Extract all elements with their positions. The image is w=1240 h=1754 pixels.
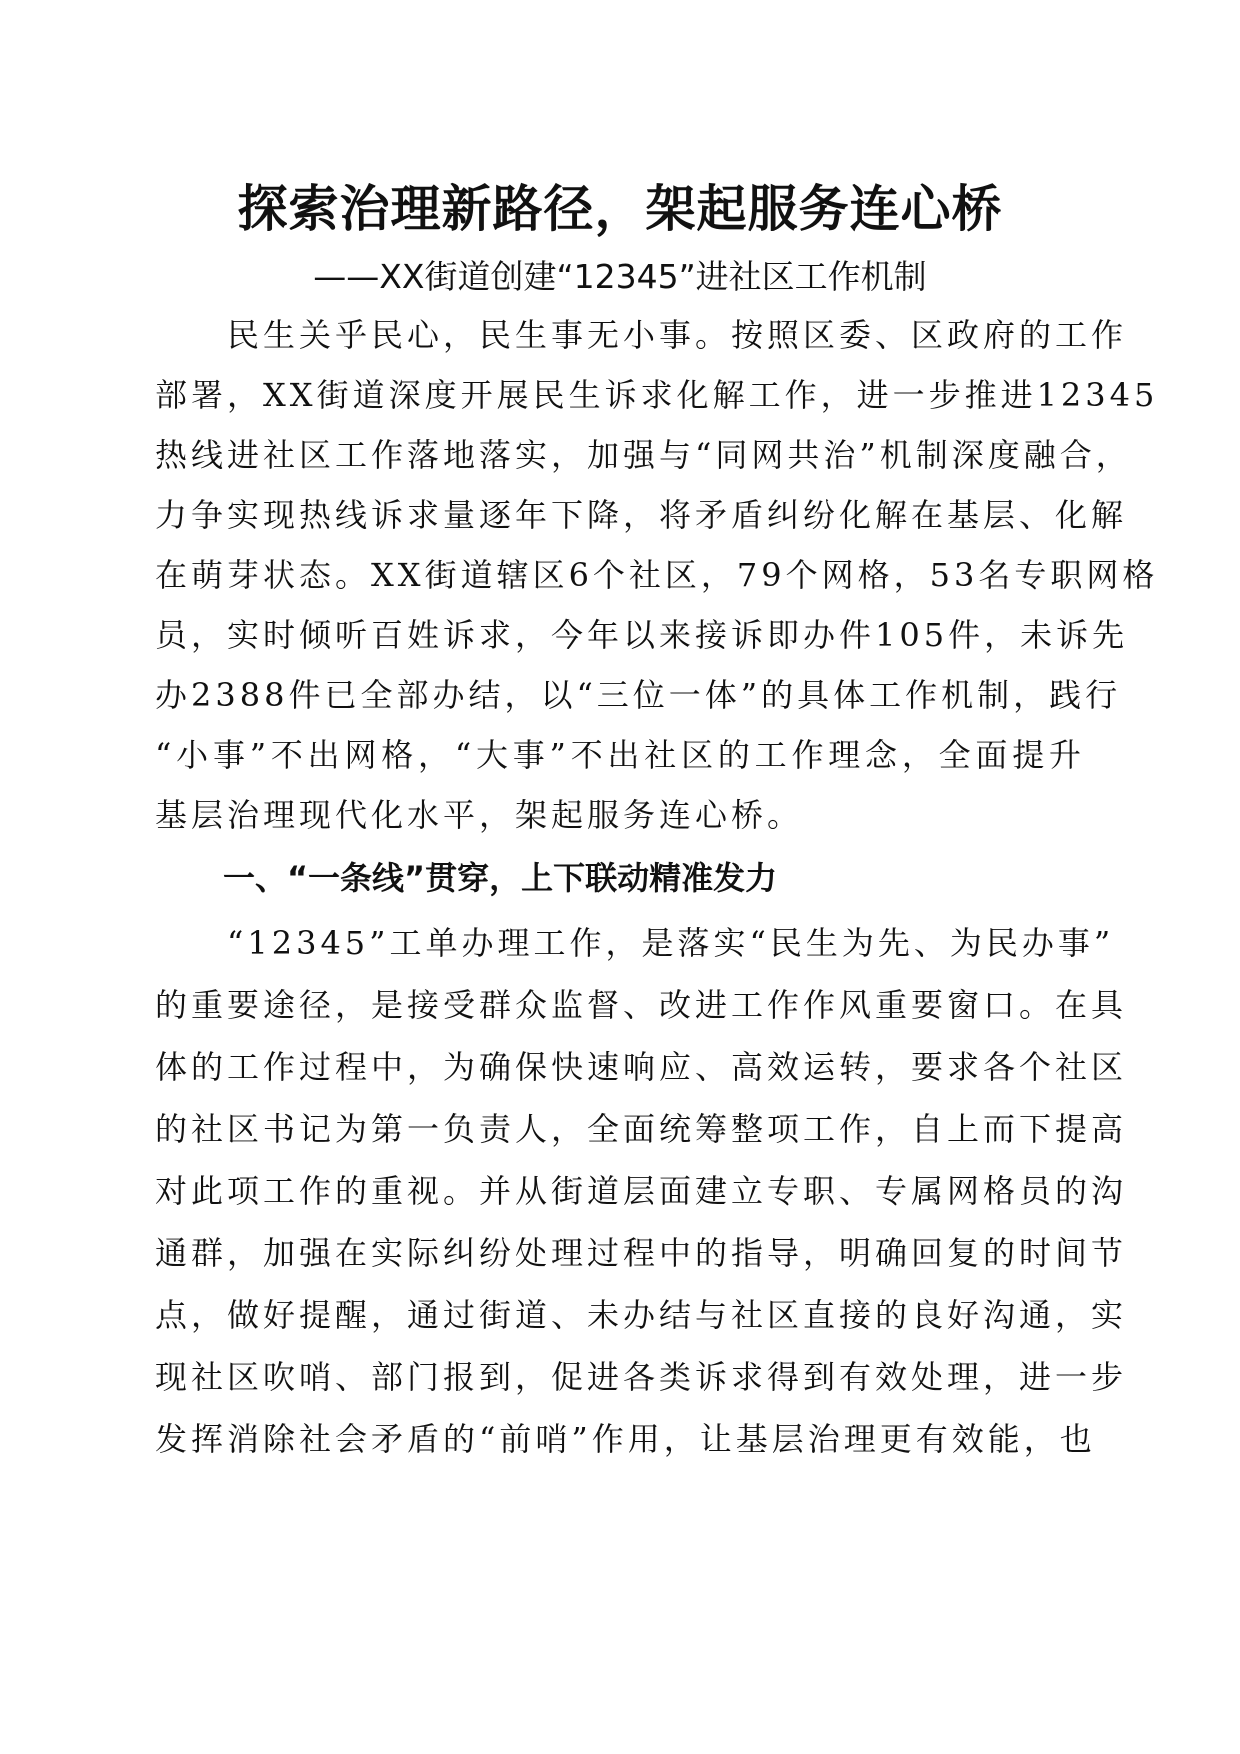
paragraph-2-line: “12345”工单办理工作，是落实“民生为先、为民办事” [155, 924, 1115, 962]
document-title: 探索治理新路径，架起服务连心桥 [237, 179, 1003, 238]
paragraph-1-line: 民生关乎民心，民生事无小事。按照区委、区政府的工作 [155, 316, 1128, 354]
document-subtitle: ——XX街道创建“12345”进社区工作机制 [313, 257, 927, 296]
paragraph-2-line: 点，做好提醒，通过街道、未办结与社区直接的良好沟通，实 [155, 1296, 1128, 1334]
paragraph-2-line: 的重要途径，是接受群众监督、改进工作作风重要窗口。在具 [155, 986, 1128, 1024]
paragraph-1-line: 办2388件已全部办结，以“三位一体”的具体工作机制，践行 [155, 676, 1122, 714]
paragraph-2-line: 体的工作过程中，为确保快速响应、高效运转，要求各个社区 [155, 1048, 1128, 1086]
paragraph-1-line: 部署，XX街道深度开展民生诉求化解工作，进一步推进12345 [155, 376, 1159, 414]
paragraph-1-line: 基层治理现代化水平，架起服务连心桥。 [155, 796, 804, 834]
paragraph-2-line: 对此项工作的重视。并从街道层面建立专职、专属网格员的沟 [155, 1172, 1128, 1210]
paragraph-1-line: 热线进社区工作落地落实，加强与“同网共治”机制深度融合， [155, 436, 1132, 474]
paragraph-1-line: 在萌芽状态。XX街道辖区6个社区，79个网格，53名专职网格 [155, 556, 1159, 594]
paragraph-2-line: 通群，加强在实际纠纷处理过程中的指导，明确回复的时间节 [155, 1234, 1128, 1272]
paragraph-1-line: 力争实现热线诉求量逐年下降，将矛盾纠纷化解在基层、化解 [155, 496, 1128, 534]
paragraph-2-line: 的社区书记为第一负责人，全面统筹整项工作，自上而下提高 [155, 1110, 1128, 1148]
section-1-heading: 一、“一条线”贯穿，上下联动精准发力 [223, 859, 778, 897]
paragraph-2-line: 发挥消除社会矛盾的“前哨”作用，让基层治理更有效能，也 [155, 1420, 1096, 1458]
paragraph-2-line: 现社区吹哨、部门报到，促进各类诉求得到有效处理，进一步 [155, 1358, 1128, 1396]
paragraph-1-line: “小事”不出网格，“大事”不出社区的工作理念，全面提升 [155, 736, 1085, 774]
paragraph-1-line: 员，实时倾听百姓诉求，今年以来接诉即办件105件，未诉先 [155, 616, 1129, 654]
